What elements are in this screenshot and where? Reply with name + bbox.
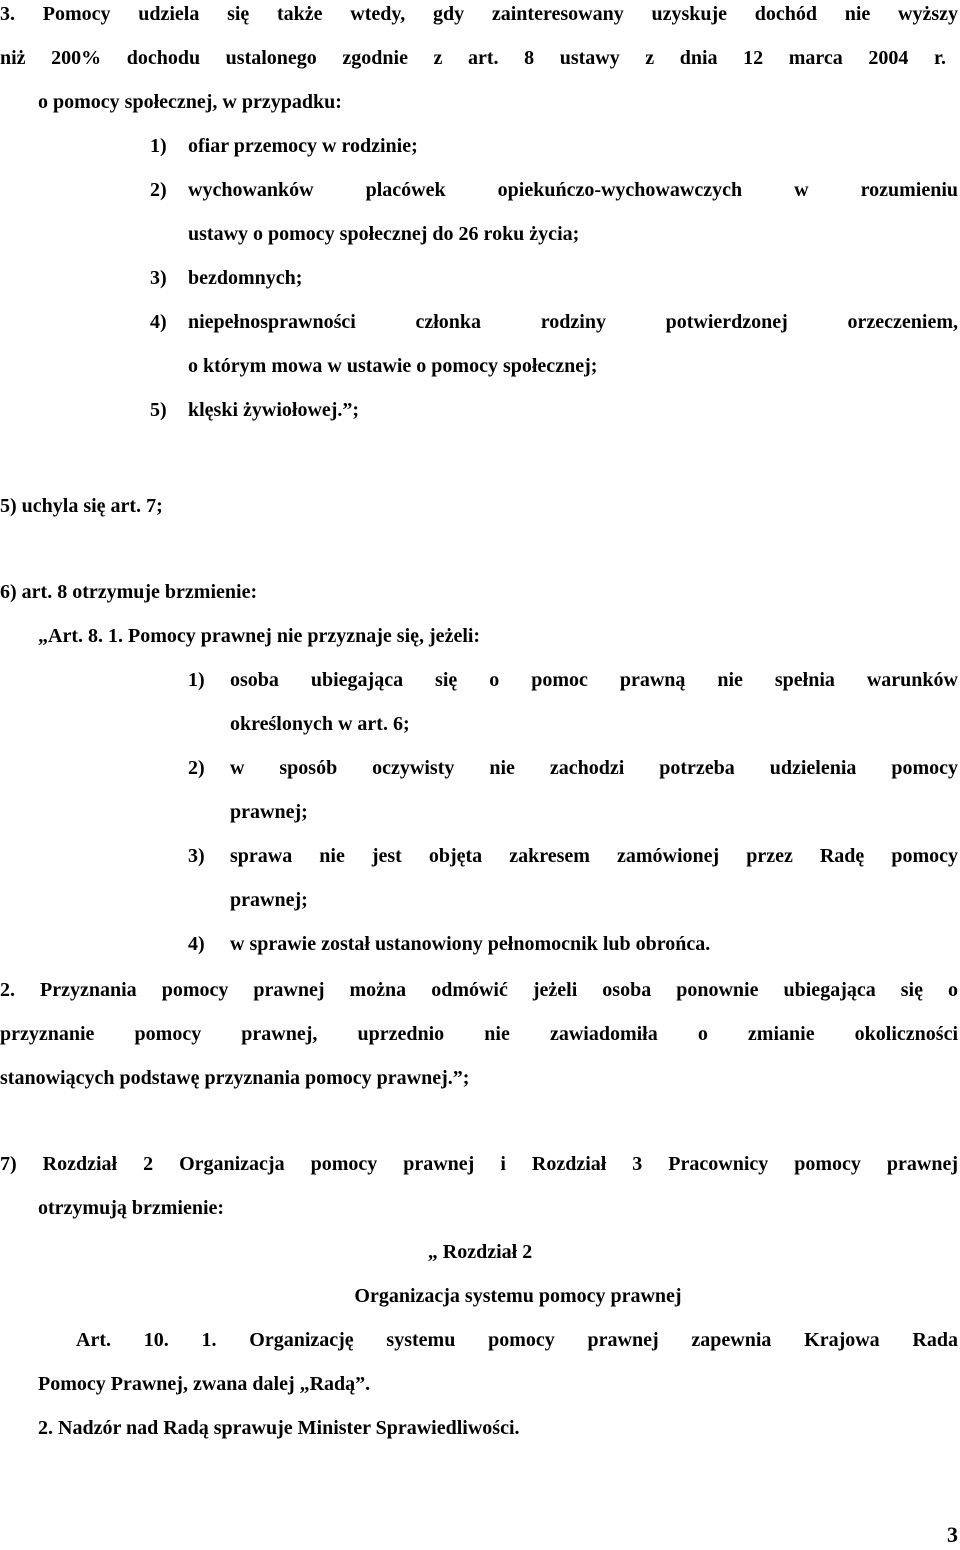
list-item-text: niepełnosprawności członka rodziny potwierdzonej orzeczeniem,: [188, 311, 958, 333]
article-10-line-1: Art. 10. 1. Organizację systemu pomocy prawnej zapewnia Krajowa Rada: [76, 1329, 958, 1351]
article-10-line-2: Pomocy Prawnej, zwana dalej „Radą”.: [38, 1373, 371, 1395]
article-10-line-3: 2. Nadzór nad Radą sprawuje Minister Sprawiedliwości.: [38, 1417, 520, 1439]
chapter-subtitle: Organizacja systemu pomocy prawnej: [354, 1285, 682, 1307]
list-item-number: 4): [150, 311, 167, 333]
point-7-line-2: otrzymują brzmienie:: [38, 1197, 225, 1219]
list-item-number: 2): [188, 757, 205, 779]
list-item-number: 4): [188, 933, 205, 955]
article-8-paragraph-2-line-1: 2. Przyznania pomocy prawnej można odmówić jeżeli osoba ponownie ubiegająca się o: [0, 979, 958, 1001]
list-item-number: 5): [150, 399, 167, 421]
list-item-text: o którym mowa w ustawie o pomocy społecznej;: [188, 355, 598, 377]
list-item-number: 2): [150, 179, 167, 201]
list-item-text: ustawy o pomocy społecznej do 26 roku życia;: [188, 223, 580, 245]
article-8-paragraph-2-line-2: przyznanie pomocy prawnej, uprzednio nie zawiadomiła o zmianie okoliczności: [0, 1023, 958, 1045]
list-item-text: ofiar przemocy w rodzinie;: [188, 135, 418, 157]
list-item-text: bezdomnych;: [188, 267, 303, 289]
chapter-title: „ Rozdział 2: [427, 1241, 533, 1263]
point-6: 6) art. 8 otrzymuje brzmienie:: [0, 581, 258, 603]
article-8-paragraph-2-line-3: stanowiących podstawę przyznania pomocy prawnej.”;: [0, 1067, 470, 1089]
list-item-text: wychowanków placówek opiekuńczo-wychowawczych w rozumieniu: [188, 179, 958, 201]
point-5: 5) uchyla się art. 7;: [0, 495, 163, 517]
paragraph-3-line-3: o pomocy społecznej, w przypadku:: [38, 91, 342, 113]
list-item-number: 3): [188, 845, 205, 867]
list-item-text: osoba ubiegająca się o pomoc prawną nie spełnia warunków: [230, 669, 958, 691]
point-7-line-1: 7) Rozdział 2 Organizacja pomocy prawnej i Rozdział 3 Pracownicy pomocy prawnej: [0, 1153, 958, 1175]
list-item-text: prawnej;: [230, 801, 308, 823]
list-item-text: w sprawie został ustanowiony pełnomocnik lub obrońca.: [230, 933, 711, 955]
list-item-text: klęski żywiołowej.”;: [188, 399, 360, 421]
list-item-text: w sposób oczywisty nie zachodzi potrzeba udzielenia pomocy: [230, 757, 958, 779]
paragraph-3-line-1: 3. Pomocy udziela się także wtedy, gdy zainteresowany uzyskuje dochód nie wyższy: [0, 3, 958, 25]
list-item-number: 1): [188, 669, 205, 691]
list-item-text: prawnej;: [230, 889, 308, 911]
list-item-number: 3): [150, 267, 167, 289]
list-item-number: 1): [150, 135, 167, 157]
article-8-heading: „Art. 8. 1. Pomocy prawnej nie przyznaje się, jeżeli:: [38, 625, 481, 647]
list-item-text: sprawa nie jest objęta zakresem zamówionej przez Radę pomocy: [230, 845, 958, 867]
list-item-text: określonych w art. 6;: [230, 713, 410, 735]
paragraph-3-line-2: niż 200% dochodu ustalonego zgodnie z art. 8 ustawy z dnia 12 marca 2004 r.: [0, 47, 946, 69]
page-number: 3: [947, 1522, 958, 1547]
